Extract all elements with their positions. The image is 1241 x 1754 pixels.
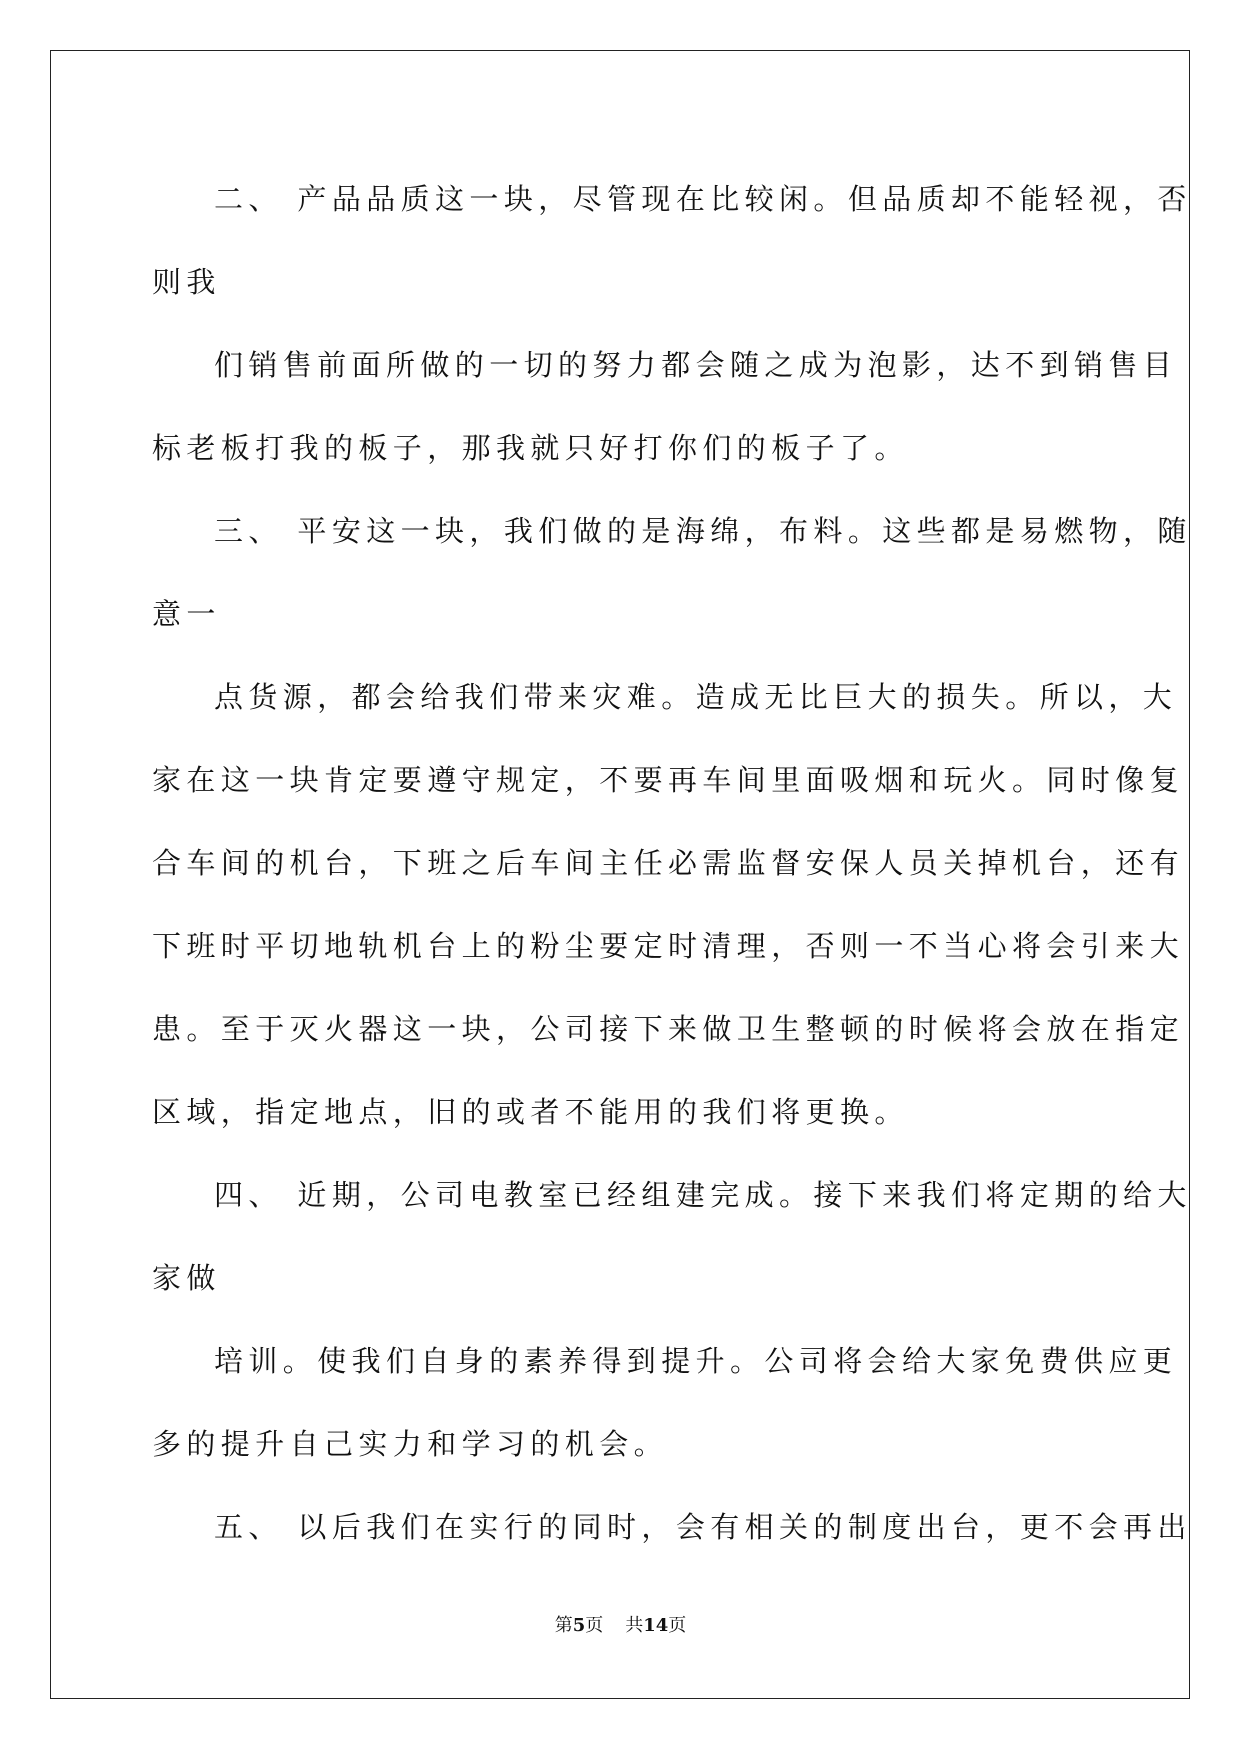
text-line: 多的提升自己实力和学习的机会。 [152, 1427, 669, 1461]
total-page-count: 14 [643, 1615, 669, 1636]
text-line: 意一 [152, 597, 221, 631]
text-line: 合车间的机台，下班之后车间主任必需监督安保人员关掉机台，还有 [152, 846, 1185, 880]
page-number-prefix: 第 [554, 1615, 573, 1636]
text-line: 则我 [152, 265, 221, 299]
current-page-number: 5 [572, 1615, 586, 1636]
text-line: 培训。使我们自身的素养得到提升。公司将会给大家免费供应更 [214, 1344, 1178, 1378]
text-line: 家在这一块肯定要遵守规定，不要再车间里面吸烟和玩火。同时像复 [152, 763, 1185, 797]
text-line: 五、 以后我们在实行的同时，会有相关的制度出台，更不会再出 [214, 1510, 1192, 1544]
text-line: 家做 [152, 1261, 221, 1295]
text-line: 三、 平安这一块，我们做的是海绵，布料。这些都是易燃物，随 [214, 514, 1192, 548]
text-line: 点货源，都会给我们带来灾难。造成无比巨大的损失。所以，大 [214, 680, 1178, 714]
text-line: 们销售前面所做的一切的努力都会随之成为泡影，达不到销售目 [214, 348, 1178, 382]
page-number-suffix: 页 [585, 1615, 604, 1636]
page-footer [0, 1614, 1241, 1638]
text-line: 标老板打我的板子，那我就只好打你们的板子了。 [152, 431, 909, 465]
document-body [152, 158, 1192, 1569]
total-pages-prefix: 共 [625, 1615, 644, 1636]
text-line: 患。至于灭火器这一块，公司接下来做卫生整顿的时候将会放在指定 [152, 1012, 1185, 1046]
text-line: 四、 近期，公司电教室已经组建完成。接下来我们将定期的给大 [214, 1178, 1192, 1212]
total-pages-suffix: 页 [668, 1615, 687, 1636]
text-line: 区域，指定地点，旧的或者不能用的我们将更换。 [152, 1095, 909, 1129]
text-line: 下班时平切地轨机台上的粉尘要定时清理，否则一不当心将会引来大 [152, 929, 1185, 963]
text-line: 二、 产品品质这一块，尽管现在比较闲。但品质却不能轻视，否 [214, 182, 1192, 216]
